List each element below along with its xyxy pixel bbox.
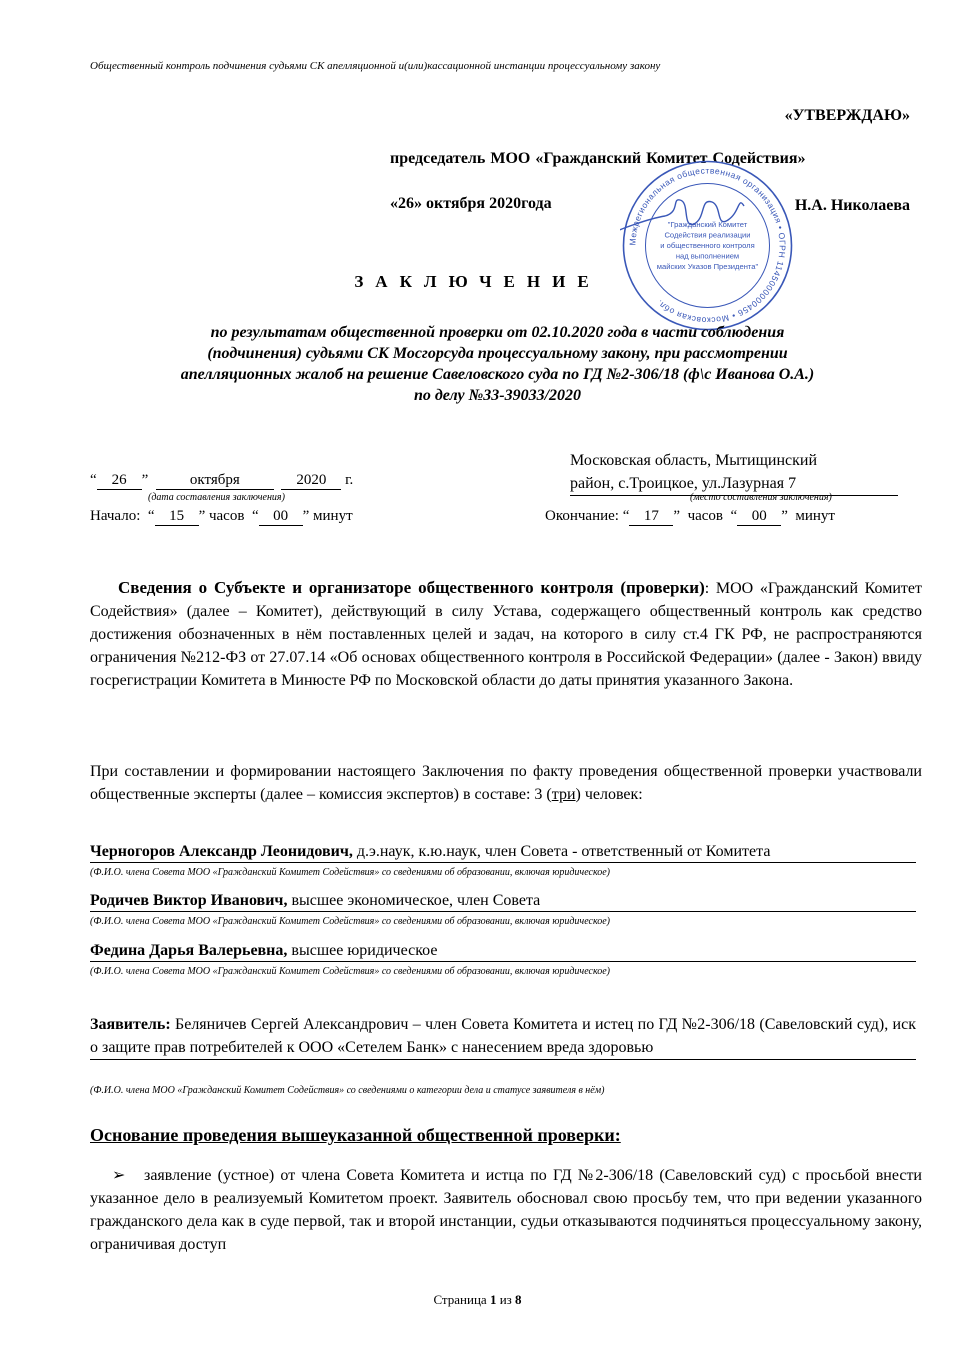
minutes-word: минут (313, 508, 353, 524)
applicant-caption: (Ф.И.О. члена МОО «Гражданский Комитет Содействия» со сведениями о категории дела и статусе заявителя в нём) (90, 1085, 605, 1096)
subject-text: : МОО «Гражданский Комитет Содействия» (далее – Комитет), действующий в силу Устава, содержащего общественный контроль как средство достижения обозначенных в нём поставленных целей и задач, на которого в силу ст.4 ГК РФ, не распространяются ограничения №212-ФЗ от 27.07.14 «Об основах общественного контроля в Российской Федерации» (далее - Закон) ввиду госрегистрации Комитета в Минюсте РФ по Московской области до даты принятия указанного Закона. (90, 580, 922, 689)
place-line-2: район, с.Троицкое, ул.Лазурная 7 (570, 472, 898, 496)
subject-lead: Сведения о Субъекте и организаторе общественного контроля (проверки) (118, 578, 705, 597)
expert-details: высшее экономическое, член Совета (287, 892, 541, 909)
end-hours: 17 (629, 508, 673, 526)
applicant-text: Беляничев Сергей Александрович – член Совета Комитета и истец по ГД №2-306/18 (Савеловский суд), иск о защите прав потребителей к ООО «Сетелем Банк» с нанесением вреда здоровью (90, 1016, 916, 1056)
expert-row (90, 891, 916, 912)
subtitle-line: апелляционных жалоб на решение Савеловского суда по ГД №2-306/18 (ф\с Иванова О.А.) (180, 366, 815, 383)
page-word: Страница (433, 1292, 487, 1307)
start-hours: 15 (155, 508, 199, 526)
compile-place (570, 449, 898, 496)
end-time: Окончание: “ 17 ” часов “ 00 ” минут (545, 508, 835, 524)
participants-count: три (551, 786, 576, 803)
start-minutes: 00 (259, 508, 303, 526)
end-label: Окончание: (545, 508, 619, 524)
subtitle-line: по результатам общественной проверки от 02.10.2020 года в части соблюдения (210, 324, 785, 341)
minutes-word: минут (795, 508, 835, 524)
arrow-bullet-icon: ➢ (112, 1167, 126, 1184)
place-line-1: Московская область, Мытищинский (570, 452, 818, 469)
chairman-title: председатель МОО «Гражданский Комитет Содействия» (390, 150, 806, 167)
expert-name: Родичев Виктор Иванович, (90, 892, 288, 909)
organization-stamp (620, 158, 795, 333)
stamp-ring-text: Межрегиональная общественная организация • ОГРН 1145000000456 • Московская обл. (627, 165, 788, 326)
applicant-label: Заявитель: (90, 1016, 171, 1033)
stamp-center-line: "Гражданский Комитет (667, 220, 748, 230)
basis-heading: Основание проведения вышеуказанной общественной проверки: (90, 1125, 621, 1145)
approval-date: «26» октября 2020года (390, 195, 552, 212)
basis-text: заявление (устное) от члена Совета Комитета и истца по ГД №2-306/18 (Савеловский суд) с просьбой внести указанное дело в реализуемый Комитетом проект. Заявитель обосновал свою просьбу тем, что при ведении указанного гражданского дела как в суде первой, так и второй инстанции, судьи отказываются подчиняться процессуальному закону, ограничивая доступ (90, 1167, 922, 1253)
hours-word: часов (208, 508, 245, 524)
stamp-center-line: и общественного контроля (660, 241, 755, 250)
page-total: 8 (515, 1292, 522, 1307)
expert-row (90, 941, 916, 962)
stamp-center-line: майских Указов Президента" (656, 261, 759, 271)
document-subtitle (120, 322, 875, 406)
start-time: Начало: “ 15 ” часов “ 00 ” минут (90, 508, 353, 524)
subtitle-line: (подчинения) судьями СК Мосгорсуда процессуальному закону, при рассмотрении (207, 345, 788, 362)
signer-name: Н.А. Николаева (794, 197, 910, 214)
compile-date: “ 26 ” октября 2020 г. (90, 472, 354, 488)
expert-name: Черногоров Александр Леонидович, (90, 843, 353, 860)
stamp-center-line: Содействия реализации (664, 230, 751, 240)
compile-day: 26 (97, 472, 142, 490)
page-number: 1 (489, 1292, 497, 1307)
year-suffix: г. (345, 472, 354, 488)
document-title: ЗАКЛЮЧЕНИЕ (354, 272, 601, 291)
expert-caption: (Ф.И.О. члена Совета МОО «Гражданский Комитет Содействия» со сведениями об образовании, включая юридическое) (90, 867, 611, 878)
approval-mark: «УТВЕРЖДАЮ» (784, 107, 910, 124)
of-word: из (499, 1292, 512, 1307)
expert-name: Федина Дарья Валерьевна, (90, 942, 288, 959)
participants-paragraph (90, 760, 922, 806)
place-caption: (место составления заключения) (690, 492, 832, 503)
expert-details: высшее юридическое (287, 942, 438, 959)
subject-paragraph (90, 576, 922, 692)
basis-item (90, 1164, 922, 1256)
compile-year: 2020 (281, 472, 341, 490)
compile-month: октября (156, 472, 274, 490)
expert-caption: (Ф.И.О. члена Совета МОО «Гражданский Комитет Содействия» со сведениями об образовании, включая юридическое) (90, 966, 611, 977)
start-label: Начало: (90, 508, 141, 524)
participants-intro: При составлении и формировании настоящего Заключения по факту проведения общественной проверки участвовали общественные эксперты (далее – комиссия экспертов) в составе: 3 ( (90, 763, 922, 803)
subtitle-line: по делу №33-39033/2020 (413, 387, 582, 404)
end-minutes: 00 (737, 508, 781, 526)
hours-word: часов (687, 508, 724, 524)
expert-row (90, 842, 916, 863)
stamp-center-line: над выполнением (675, 251, 740, 261)
participants-outro: ) человек: (575, 786, 643, 803)
page-footer (0, 1292, 955, 1308)
expert-caption: (Ф.И.О. члена Совета МОО «Гражданский Комитет Содействия» со сведениями об образовании, включая юридическое) (90, 916, 611, 927)
applicant-paragraph (90, 1013, 916, 1060)
date-caption: (дата составления заключения) (148, 492, 285, 503)
header-note: Общественный контроль подчинения судьями СК апелляционной и(или)кассационной инстанции процессуальному закону (90, 60, 661, 72)
expert-details: д.э.наук, к.ю.наук, член Совета - ответственный от Комитета (352, 843, 771, 860)
